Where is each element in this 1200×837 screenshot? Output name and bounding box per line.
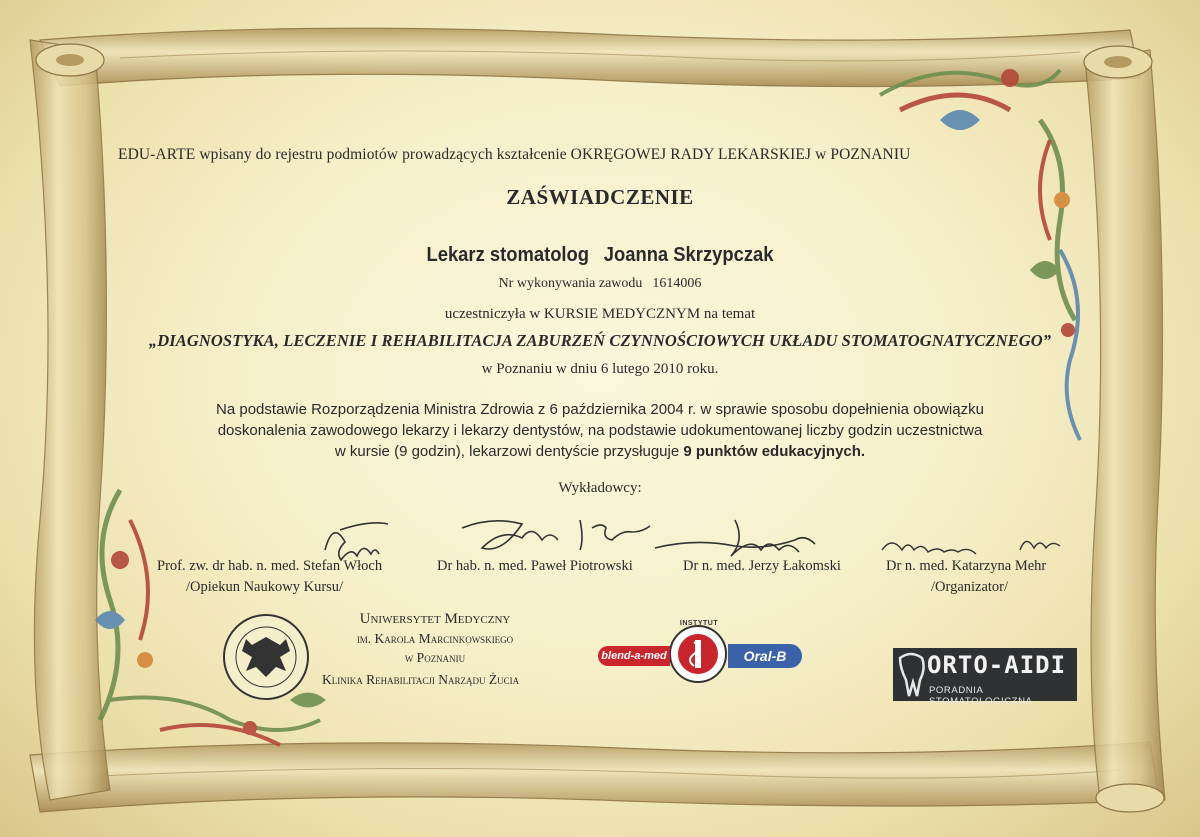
lecturer-name-2: Dr hab. n. med. Paweł Piotrowski (437, 558, 633, 574)
licence-line (0, 276, 1200, 292)
blend-a-med-logo: blend-a-med (598, 646, 670, 666)
clinic-name: Klinika Rehabilitacji Narządu Żucia (322, 672, 520, 687)
legal-line-3-text: w kursie (9 godzin), lekarzowi dentyście przysługuje (334, 443, 680, 460)
lecturers-label: Wykładowcy: (558, 480, 642, 496)
legal-basis (0, 399, 1200, 462)
recipient-line (48, 244, 1152, 267)
orto-aidi-main: ORTO-AIDI (927, 651, 1067, 679)
register-line: EDU-ARTE wpisany do rejestru podmiotów prowadzących kształcenie OKRĘGOWEJ RADY LEKARSKIEJ w POZNANIU (118, 146, 911, 163)
course-title: „DIAGNOSTYKA, LECZENIE I REHABILITACJA ZABURZEŃ CZYNNOŚCIOWYCH UKŁADU STOMATOGNATYCZNEGO” (148, 331, 1052, 350)
orto-aidi-sub: PORADNIA STOMATOLOGICZNA (929, 685, 1033, 707)
signature-mehr (882, 541, 1060, 554)
legal-line-1: Na podstawie Rozporządzenia Ministra Zdrowia z 6 października 2004 r. w sprawie sposobu dopełnienia obowiązku (216, 401, 984, 418)
tooth-icon (896, 650, 926, 700)
institute-badge (670, 626, 726, 682)
licence-number: 1614006 (652, 276, 702, 291)
signature-lakomski (655, 520, 815, 556)
signature-piotrowski (462, 520, 650, 550)
university-name (330, 610, 540, 667)
lecturer-role-1: /Opiekun Naukowy Kursu/ (186, 579, 344, 595)
oral-b-logo: Oral-B (728, 644, 802, 668)
recipient-profession: Lekarz stomatolog (426, 244, 590, 266)
legal-line-3 (0, 441, 1200, 462)
course-date: w Poznaniu w dniu 6 lutego 2010 roku. (481, 361, 719, 377)
university-seal (224, 615, 308, 699)
top-roll (40, 28, 1140, 86)
lecturer-name-3: Dr n. med. Jerzy Łakomski (683, 558, 841, 574)
university-line-2: im. Karola Marcinkowskiego (356, 631, 514, 646)
signature-wloch (325, 523, 388, 560)
certificate-title: ZAŚWIADCZENIE (506, 185, 694, 209)
lecturer-name-4: Dr n. med. Katarzyna Mehr (886, 558, 1047, 574)
education-points: 9 punktów edukacyjnych. (683, 443, 866, 460)
lecturer-role-4: /Organizator/ (931, 579, 1009, 595)
lecturer-name-1: Prof. zw. dr hab. n. med. Stefan Włoch (157, 558, 383, 574)
recipient-name: Joanna Skrzypczak (603, 244, 774, 266)
university-line-1: Uniwersytet Medyczny (359, 611, 511, 627)
institute-label: INSTYTUT (679, 620, 719, 627)
floral-ornament-bottom-left (95, 490, 326, 745)
university-line-3: w Poznaniu (404, 650, 466, 665)
course-intro: uczestniczyła w KURSIE MEDYCZNYM na temat (444, 306, 756, 322)
legal-line-2: doskonalenia zawodowego lekarzy i lekarzy dentystów, na podstawie udokumentowanej liczby godzin uczestnictwa (217, 422, 983, 439)
orto-aidi-logo (893, 648, 1077, 707)
licence-label: Nr wykonywania zawodu (498, 276, 643, 291)
